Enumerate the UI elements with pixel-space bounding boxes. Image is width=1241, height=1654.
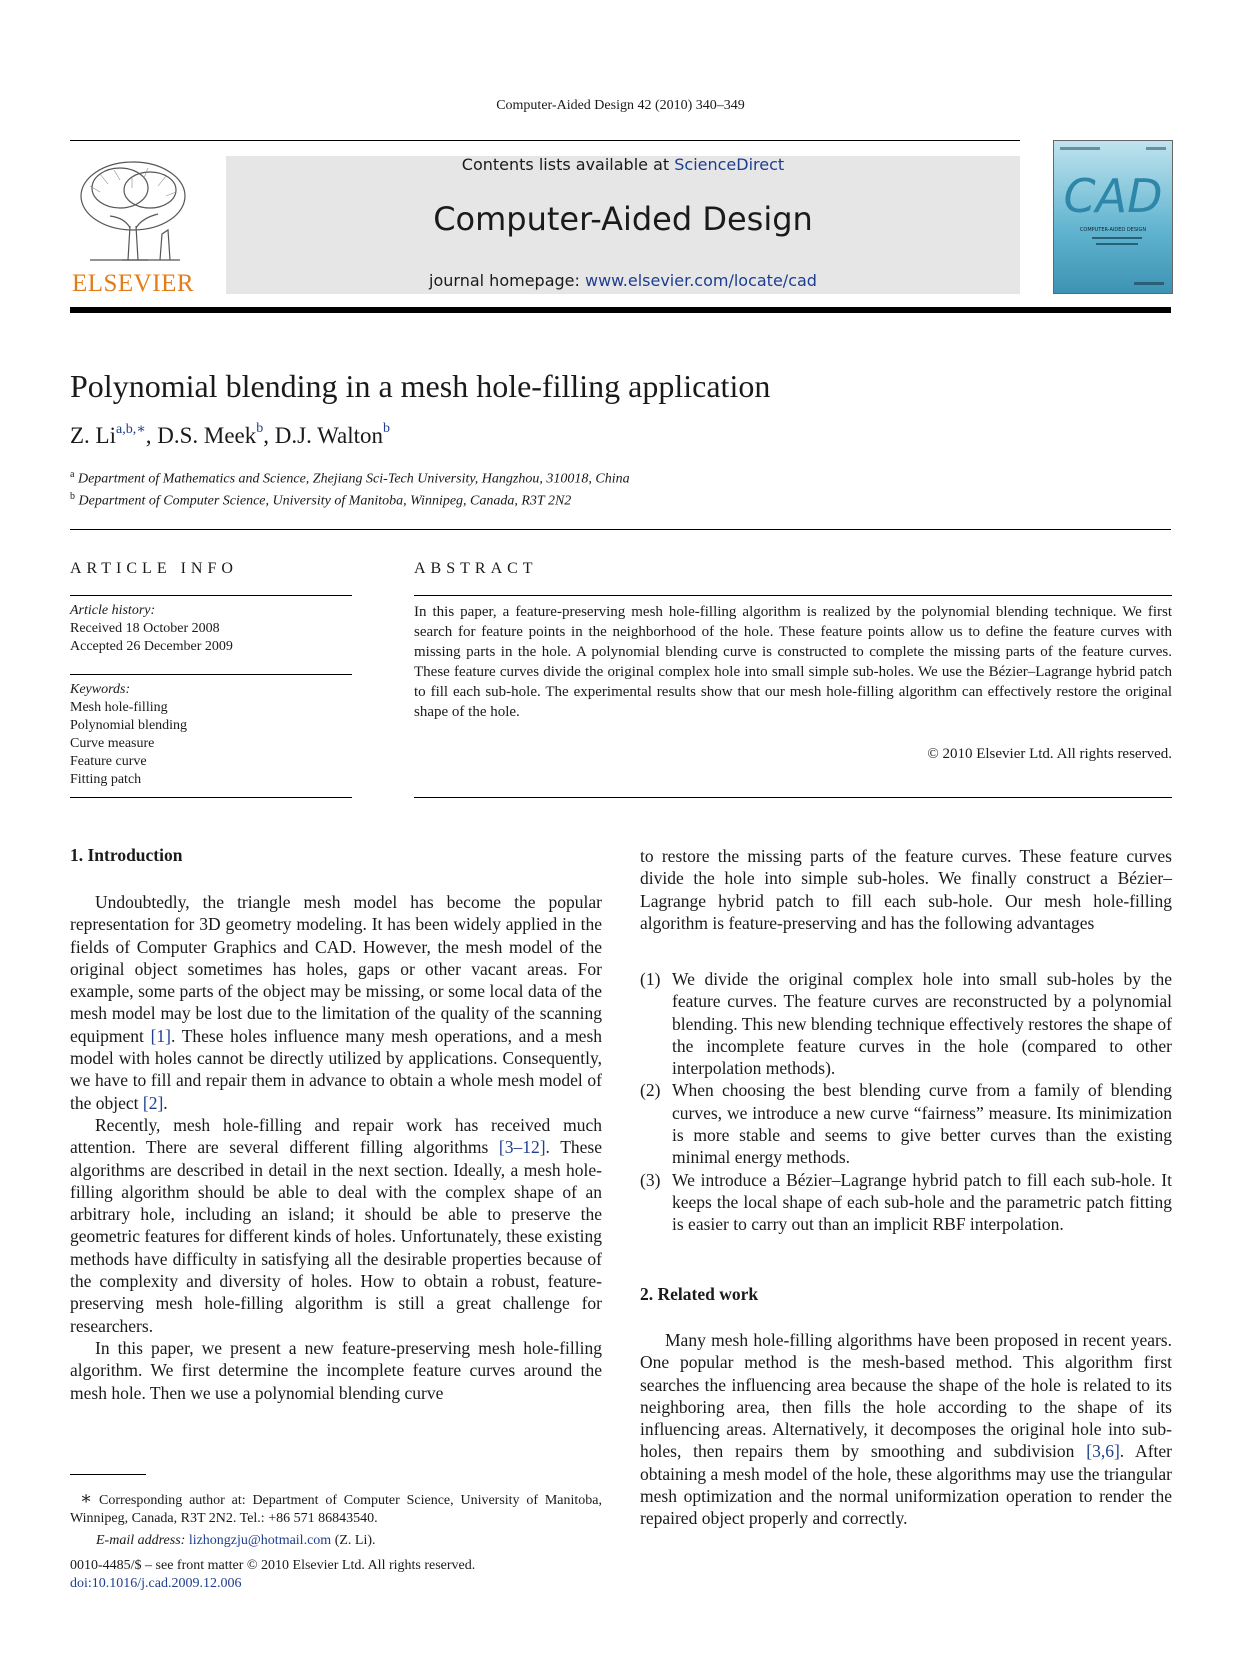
footnote-mark: ∗ <box>80 1488 93 1508</box>
email-link[interactable]: lizhongzju@hotmail.com <box>188 1533 332 1548</box>
text-run: . These holes influence many mesh operations, and a mesh model with holes cannot be directly utilized by applications. Consequently, we have to fill and repair them in advance to obtain a whole mesh model of the object <box>70 1025 603 1113</box>
divider <box>70 595 352 596</box>
contents-prefix: Contents lists available at <box>461 155 675 174</box>
received-date: Received 18 October 2008 <box>70 621 220 636</box>
advantages-list <box>640 968 1172 1236</box>
citation-link[interactable]: [2] <box>142 1092 164 1113</box>
section-heading-introduction: 1. Introduction <box>70 845 183 865</box>
list-item-text: When choosing the best blending curve from a family of blending curves, we introduce a new curve “fairness” measure. Its minimization is more stable and seems to give better curves than the existing minimal energy methods. <box>672 1080 1172 1168</box>
text-run: Recently, mesh hole-filling and repair work has received much attention. There are several different filling algorithms <box>70 1114 602 1158</box>
doi-link[interactable]: doi:10.1016/j.cad.2009.12.006 <box>70 1576 242 1591</box>
journal-homepage-link[interactable]: www.elsevier.com/locate/cad <box>584 271 817 290</box>
author-affiliation-mark[interactable]: b <box>256 421 264 436</box>
affiliation-mark: a <box>70 469 75 480</box>
related-work-body <box>640 1329 1172 1530</box>
citation-link[interactable]: [3–12] <box>498 1137 546 1158</box>
text-run: Many mesh hole-filling algorithms have been proposed in recent years. One popular method is the mesh-based method. This algorithm first searches the influencing area because the shape of the hole is related to its neighboring area, then fills the hole according to the shape of its influencing areas. Alternatively, it decomposes the original hole into sub-holes, then repairs them by smoothing and subdivision <box>640 1330 1172 1462</box>
homepage-line <box>226 271 1020 290</box>
homepage-prefix: journal homepage: <box>429 271 585 290</box>
sciencedirect-link[interactable]: ScienceDirect <box>674 155 785 174</box>
header-rule <box>70 140 1020 141</box>
list-item-text: We divide the original complex hole into small sub-holes by the feature curves. The feature curves are reconstructed by a polynomial blending. This new blending technique effectively restores the shape of the incomplete feature curves in the hole (compared to other interpolation methods). <box>672 969 1172 1079</box>
front-matter <box>70 1557 670 1593</box>
paragraph <box>70 891 602 1114</box>
affiliation-text: Department of Mathematics and Science, Zhejiang Sci-Tech University, Hangzhou, 310018, China <box>77 471 630 487</box>
keyword: Polynomial blending <box>70 718 188 733</box>
article-history <box>70 602 352 656</box>
list-item <box>640 1169 1172 1236</box>
keyword: Fitting patch <box>70 772 142 787</box>
author-name: D.S. Meek <box>157 423 257 448</box>
citation-link[interactable]: [3,6] <box>1086 1441 1120 1462</box>
author-separator: , <box>263 423 275 448</box>
journal-name: Computer-Aided Design <box>433 200 813 238</box>
abstract-copyright: © 2010 Elsevier Ltd. All rights reserved. <box>927 746 1172 762</box>
footnote <box>70 1489 602 1550</box>
keywords-label: Keywords: <box>70 682 131 697</box>
paper-title: Polynomial blending in a mesh hole-filling application <box>70 368 771 404</box>
email-label: E-mail address: <box>96 1533 189 1548</box>
footnote-text: Corresponding author at: Department of Computer Science, University of Manitoba, Winnipeg, Canada, R3T 2N2. Tel.: +86 571 86843540. <box>70 1493 602 1526</box>
elsevier-wordmark: ELSEVIER <box>71 270 195 297</box>
front-matter-line: 0010-4485/$ – see front matter © 2010 Elsevier Ltd. All rights reserved. <box>70 1558 476 1573</box>
footnote-rule <box>70 1474 146 1475</box>
accepted-date: Accepted 26 December 2009 <box>70 639 233 654</box>
author-list <box>70 423 390 449</box>
text-run: . <box>163 1092 168 1113</box>
text-run: . These algorithms are described in detail in the next section. Ideally, a mesh hole-filling algorithm should be able to deal with the complex shape of an arbitrary hole, including an island; it should be able to preserve the geometric features for different kinds of holes. Unfortunately, these existing methods have difficulty in satisfying all the desirable properties because of the complexity and diversity of holes. How to obtain a robust, feature-preserving mesh hole-filling algorithm is still a great challenge for researchers. <box>70 1137 602 1336</box>
cover-title: CAD <box>1063 169 1163 223</box>
divider <box>414 595 1172 596</box>
list-item <box>640 1079 1172 1168</box>
journal-citation: Computer-Aided Design 42 (2010) 340–349 <box>496 98 745 113</box>
list-item-text: We introduce a Bézier–Lagrange hybrid patch to fill each sub-hole. It keeps the local shape of each sub-hole and the parametric patch fitting is easier to carry out than an implicit RBF interpolation. <box>672 1169 1172 1235</box>
keyword: Curve measure <box>70 736 155 751</box>
cover-subtitle: COMPUTER-AIDED DESIGN <box>1079 227 1147 233</box>
abstract-heading: ABSTRACT <box>414 560 538 577</box>
abstract-text: In this paper, a feature-preserving mesh hole-filling algorithm is realized by the polynomial blending technique. We first search for feature points in the neighborhood of the hole. These feature points allow us to define the feature curves with missing parts in the hole. A polynomial blending curve is constructed to complete the missing parts of the feature curves. These feature curves divide the original complex hole into small simple sub-holes. We use the Bézier–Lagrange hybrid patch to fill each sub-hole. The experimental results show that our mesh hole-filling algorithm can effectively restore the original shape of the hole. <box>414 604 1172 720</box>
introduction-body <box>70 891 602 1404</box>
affiliation <box>70 469 630 488</box>
divider <box>414 797 1172 798</box>
keyword: Feature curve <box>70 754 147 769</box>
author-name: Z. Li <box>70 423 116 448</box>
divider <box>70 797 352 798</box>
affiliation <box>70 491 571 510</box>
paragraph <box>70 1114 602 1337</box>
header-thick-rule <box>70 307 1171 313</box>
keywords-block <box>70 681 352 789</box>
text-run: Undoubtedly, the triangle mesh model has become the popular representation for 3D geometry modeling. It has been widely applied in the fields of Computer Graphics and CAD. However, the mesh model of the original object sometimes has holes, gaps or other vacant areas. For example, some parts of the object may be missing, or some local data of the mesh model may be lost due to the limitation of the quality of the scanning equipment <box>70 892 602 1046</box>
email-suffix: (Z. Li). <box>331 1533 376 1548</box>
list-number: (3) <box>640 1169 661 1190</box>
affiliation-text: Department of Computer Science, University of Manitoba, Winnipeg, Canada, R3T 2N2 <box>78 493 572 509</box>
author-affiliation-mark[interactable]: b <box>383 421 391 436</box>
list-number: (2) <box>640 1080 661 1101</box>
author-affiliation-mark[interactable]: a,b,∗ <box>116 422 146 437</box>
history-label: Article history: <box>70 603 156 618</box>
keyword: Mesh hole-filling <box>70 700 168 715</box>
introduction-continuation: to restore the missing parts of the feature curves. These feature curves divide the hole into simple sub-holes. We finally construct a Bézier–Lagrange hybrid patch to fill each sub-hole. Our mesh hole-filling algorithm is feature-preserving and has the following advantages <box>640 846 1172 933</box>
author-separator: , <box>145 423 158 448</box>
list-item <box>640 968 1172 1079</box>
paragraph: In this paper, we present a new feature-preserving mesh hole-filling algorithm. We first determine the incomplete feature curves around the mesh hole. Then we use a polynomial blending curve <box>70 1337 602 1403</box>
paragraph <box>640 1329 1172 1530</box>
divider <box>70 674 352 675</box>
article-info-heading: ARTICLE INFO <box>70 560 238 577</box>
list-number: (1) <box>640 969 661 989</box>
divider <box>70 529 1171 530</box>
affiliation-mark: b <box>70 491 75 502</box>
author-name: D.J. Walton <box>274 423 384 448</box>
journal-cover-image <box>1053 140 1173 294</box>
text-run: . After obtaining a mesh model of the hole, these algorithms may use the triangular mesh optimization and the normal uniformization operation to render the repaired object properly and correctly. <box>640 1441 1172 1529</box>
citation-link[interactable]: [1] <box>150 1025 171 1046</box>
contents-line <box>226 155 1020 174</box>
section-heading-related-work: 2. Related work <box>640 1284 759 1304</box>
